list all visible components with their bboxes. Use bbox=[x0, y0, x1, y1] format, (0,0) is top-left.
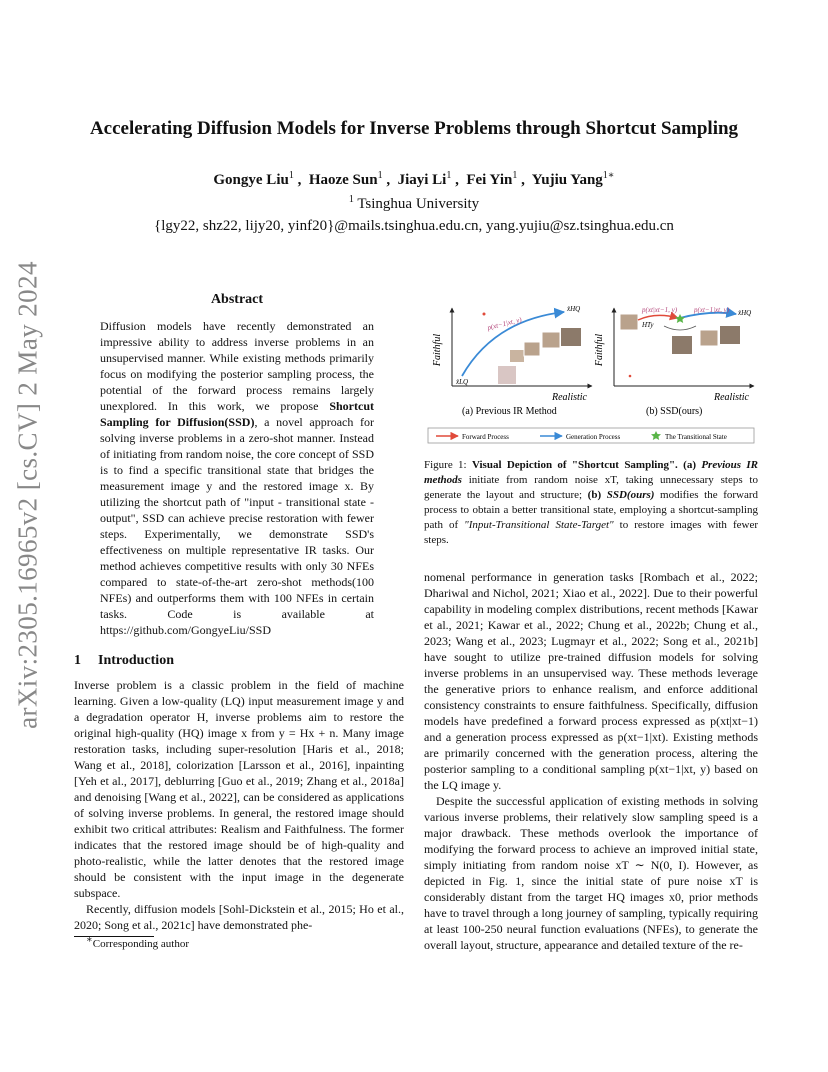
figure-legend bbox=[428, 428, 754, 443]
affiliation-mark: 1 bbox=[348, 194, 354, 205]
axis-label-faithful: Faithful bbox=[594, 333, 605, 367]
arxiv-id-text: arXiv:2305.16965v2 [cs.CV] 2 May 2024 bbox=[12, 261, 43, 729]
intermediate-image-thumbnail bbox=[700, 330, 718, 346]
forward-path bbox=[638, 315, 678, 320]
author-affiliation-mark: 1 bbox=[512, 170, 518, 181]
caption-title: Visual Depiction of "Shortcut Sampling". bbox=[471, 459, 678, 471]
intermediate-image-thumbnail bbox=[524, 342, 540, 356]
author-name: Gongye Liu bbox=[213, 172, 289, 188]
noise-image-thumbnail bbox=[498, 366, 516, 384]
hq-label: x̂HQ bbox=[567, 305, 581, 313]
section-heading-introduction bbox=[74, 653, 404, 669]
caption-b-end: to restore images with fewer steps. bbox=[424, 519, 758, 546]
paragraph: Recently, diffusion models [Sohl-Dickstein et al., 2015; Ho et al., 2020; Song et al., 2021c] have demonstrated phe- bbox=[74, 902, 404, 932]
caption-b-emphasis: SSD(ours) bbox=[606, 489, 655, 501]
figure-1-diagram bbox=[424, 290, 756, 450]
author-list: Gongye Liu$^1$ , Haoze Sun$^1$ , Jiayi Li$^1$ , Fei Yin$^1$ , Yujiu Yang$^{1∗}$ bbox=[213, 170, 615, 188]
author-affiliation-mark: 1∗ bbox=[602, 170, 615, 181]
right-column-body bbox=[424, 569, 758, 953]
posterior-label: p(xt−1|xt, y) bbox=[694, 306, 730, 314]
paper-title: Accelerating Diffusion Models for Inverse Problems through Shortcut Sampling bbox=[89, 118, 739, 139]
abstract-text-start: Diffusion models have recently demonstrated an impressive ability to address inverse problems in an unsupervised manner. While existing methods primarily focus on modifying the posterior sampling process, the potential of the forward process remains largely unexplored. In this work, we propose bbox=[100, 319, 374, 413]
restored-image-thumbnail bbox=[561, 328, 581, 346]
panel-a bbox=[432, 305, 592, 417]
paragraph: nomenal performance in generation tasks [Rombach et al., 2022; Dhariwal and Nichol, 2021; Xiao et al., 2022]. Due to their powerful capability in modeling complex distributions, recent methods [Kawar et al., 2021; Kawar et al., 2022; Chung et al., 2022b; Chung et al., 2023; Wang et al., 2023; Lugmayr et al., 2022; Song et al., 2021b] have sought to utilize pre-trained diffusion models for solving inverse problems in an unsupervised way. These methods leverage the generative priors to enhance realism, and enforce additional consistency constraints to ensure faithfulness. Specifically, diffusion models have predefined a forward process expressed as p(xt|xt−1) and a generation process expressed as p(xt−1|xt). Existing methods are primarily concerned with the generation process, altering the posterior sampling to a conditional sampling p(xt−1|xt, y) based on the LQ image y. bbox=[424, 570, 758, 792]
legend-transitional-swatch bbox=[651, 431, 661, 440]
figure-1-caption bbox=[424, 458, 758, 548]
paragraph: Inverse problem is a classic problem in the field of machine learning. Given a low-quality (LQ) input measurement image y and a degradation operator H, inverse problems aim to restore the original high-quality (HQ) image x from y = Hx + n. Many image restoration tasks, including super-resolution [Haris et al., 2018; Wang et al., 2018], colorization [Larsson et al., 2016], inpainting [Yeh et al., 2017], deblurring [Guo et al., 2019; Zhang et al., 2018a] and denoising [Wang et al., 2022], can be considered as applications of solving inverse problems. In general, the restored image should exhibit two critical attributes: Realism and Faithfulness. The former indicates that the restored image should be of high-quality and photo-realistic, while the latter denotes that the restored image should be consistent with the input image in the degenerate subspace. bbox=[74, 678, 404, 900]
posterior-label: p(xt−1|xt, y) bbox=[486, 315, 523, 332]
subcaption-b: (b) SSD(ours) bbox=[646, 406, 703, 417]
target-point bbox=[483, 313, 486, 316]
hq-label: x̂HQ bbox=[738, 309, 752, 317]
caption-b-text: modifies the forward process to obtain a better transitional state, employing a shortcut-sampling path of bbox=[424, 489, 759, 531]
author-emails: {lgy22, shz22, lijy20, yinf20}@mails.tsinghua.edu.cn, yang.yujiu@sz.tsinghua.edu.cn bbox=[154, 218, 674, 234]
author-name: Haoze Sun bbox=[308, 172, 378, 188]
axis-label-realistic: Realistic bbox=[552, 392, 587, 403]
zoom-bracket bbox=[664, 326, 696, 330]
introduction-body bbox=[74, 677, 404, 933]
forward-label: p(xt|xt−1, y) bbox=[642, 306, 678, 314]
abstract-text-rest: , a novel approach for solving inverse problems in a zero-shot manner. Instead of initiating from random noise, the core concept of SSD is to find a specific transitional state that bridges the measurement image y and the restored image x. By utilizing the shortcut path of "input - transitional state - output", SSD can achieve precise restoration with fewer steps. Experimentally, we demonstrate SSD's effectiveness on multiple representative IR tasks. Our method achieves competitive results with only 30 NFEs compared to state-of-the-art zero-shot methods(100 NFEs) and outperforms them with 100 NFEs in certain tasks. Code is available at https://github.com/GongyeLiu/SSD bbox=[100, 415, 375, 637]
legend-forward-label: Forward Process bbox=[462, 433, 509, 441]
paragraph: Despite the successful application of existing methods in solving various inverse problems, their relatively slow sampling speed is a major drawback. These methods overlook the importance of modifying the forward process to achieve an improved initial state, simply initiating from random noise xT ∼ N(0, I). However, as depicted in Fig. 1, since the initial state of pure noise xT is considerably distant from the target HQ images x0, prior methods have to travel through a long journey of sampling, typically requiring at least 100-250 neural function evaluations (NFEs), to generate the overall layout, structure, appearance and detailed texture of the re- bbox=[424, 794, 758, 952]
footnote-mark: ∗ bbox=[86, 934, 93, 946]
subcaption-a: (a) Previous IR Method bbox=[462, 406, 557, 417]
noisy-image-thumbnail bbox=[510, 350, 524, 362]
caption-a-text: initiate from random noise xT, taking unnecessary steps to generate the layout and structure; bbox=[424, 474, 758, 501]
footnote bbox=[86, 934, 190, 950]
author-affiliation-mark: 1 bbox=[288, 170, 294, 181]
section-title: Introduction bbox=[98, 653, 174, 668]
arxiv-identifier bbox=[12, 261, 44, 729]
legend-generation-label: Generation Process bbox=[566, 433, 621, 441]
transitional-state-star bbox=[675, 314, 685, 323]
author-name: Fei Yin bbox=[466, 172, 513, 188]
caption-b-quote: "Input-Transitional State-Target" bbox=[464, 519, 614, 531]
affiliation bbox=[60, 196, 768, 213]
caption-tag-b: (b) bbox=[587, 489, 607, 501]
footnote-text: Corresponding author bbox=[92, 938, 190, 950]
panel-b bbox=[594, 306, 754, 417]
legend-transitional-label: The Transitional State bbox=[665, 433, 727, 441]
author-affiliation-mark: 1 bbox=[446, 170, 452, 181]
section-number: 1 bbox=[74, 653, 81, 668]
author-name: Yujiu Yang bbox=[531, 172, 603, 188]
abstract-body bbox=[100, 318, 374, 638]
hty-label: HTy bbox=[642, 321, 654, 329]
caption-a-emphasis: Previous IR methods bbox=[424, 459, 759, 486]
author-affiliation-mark: 1 bbox=[377, 170, 383, 181]
method-name: Shortcut Sampling for Diffusion(SSD) bbox=[100, 399, 374, 429]
input-image-thumbnail bbox=[620, 314, 638, 330]
axis-label-realistic: Realistic bbox=[714, 392, 749, 403]
abstract-heading: Abstract bbox=[210, 292, 264, 307]
axis-label-faithful: Faithful bbox=[432, 333, 443, 367]
transitional-image-thumbnail bbox=[672, 336, 692, 354]
caption-prefix: Figure 1: bbox=[424, 459, 472, 471]
lq-label: x̂LQ bbox=[456, 378, 469, 386]
caption-tag-a: (a) bbox=[677, 459, 702, 471]
noise-point bbox=[629, 375, 632, 378]
author-name: Jiayi Li bbox=[397, 172, 447, 188]
affiliation-name: Tsinghua University bbox=[357, 196, 480, 212]
intermediate-image-thumbnail bbox=[542, 332, 560, 348]
restored-image-thumbnail bbox=[720, 326, 740, 344]
